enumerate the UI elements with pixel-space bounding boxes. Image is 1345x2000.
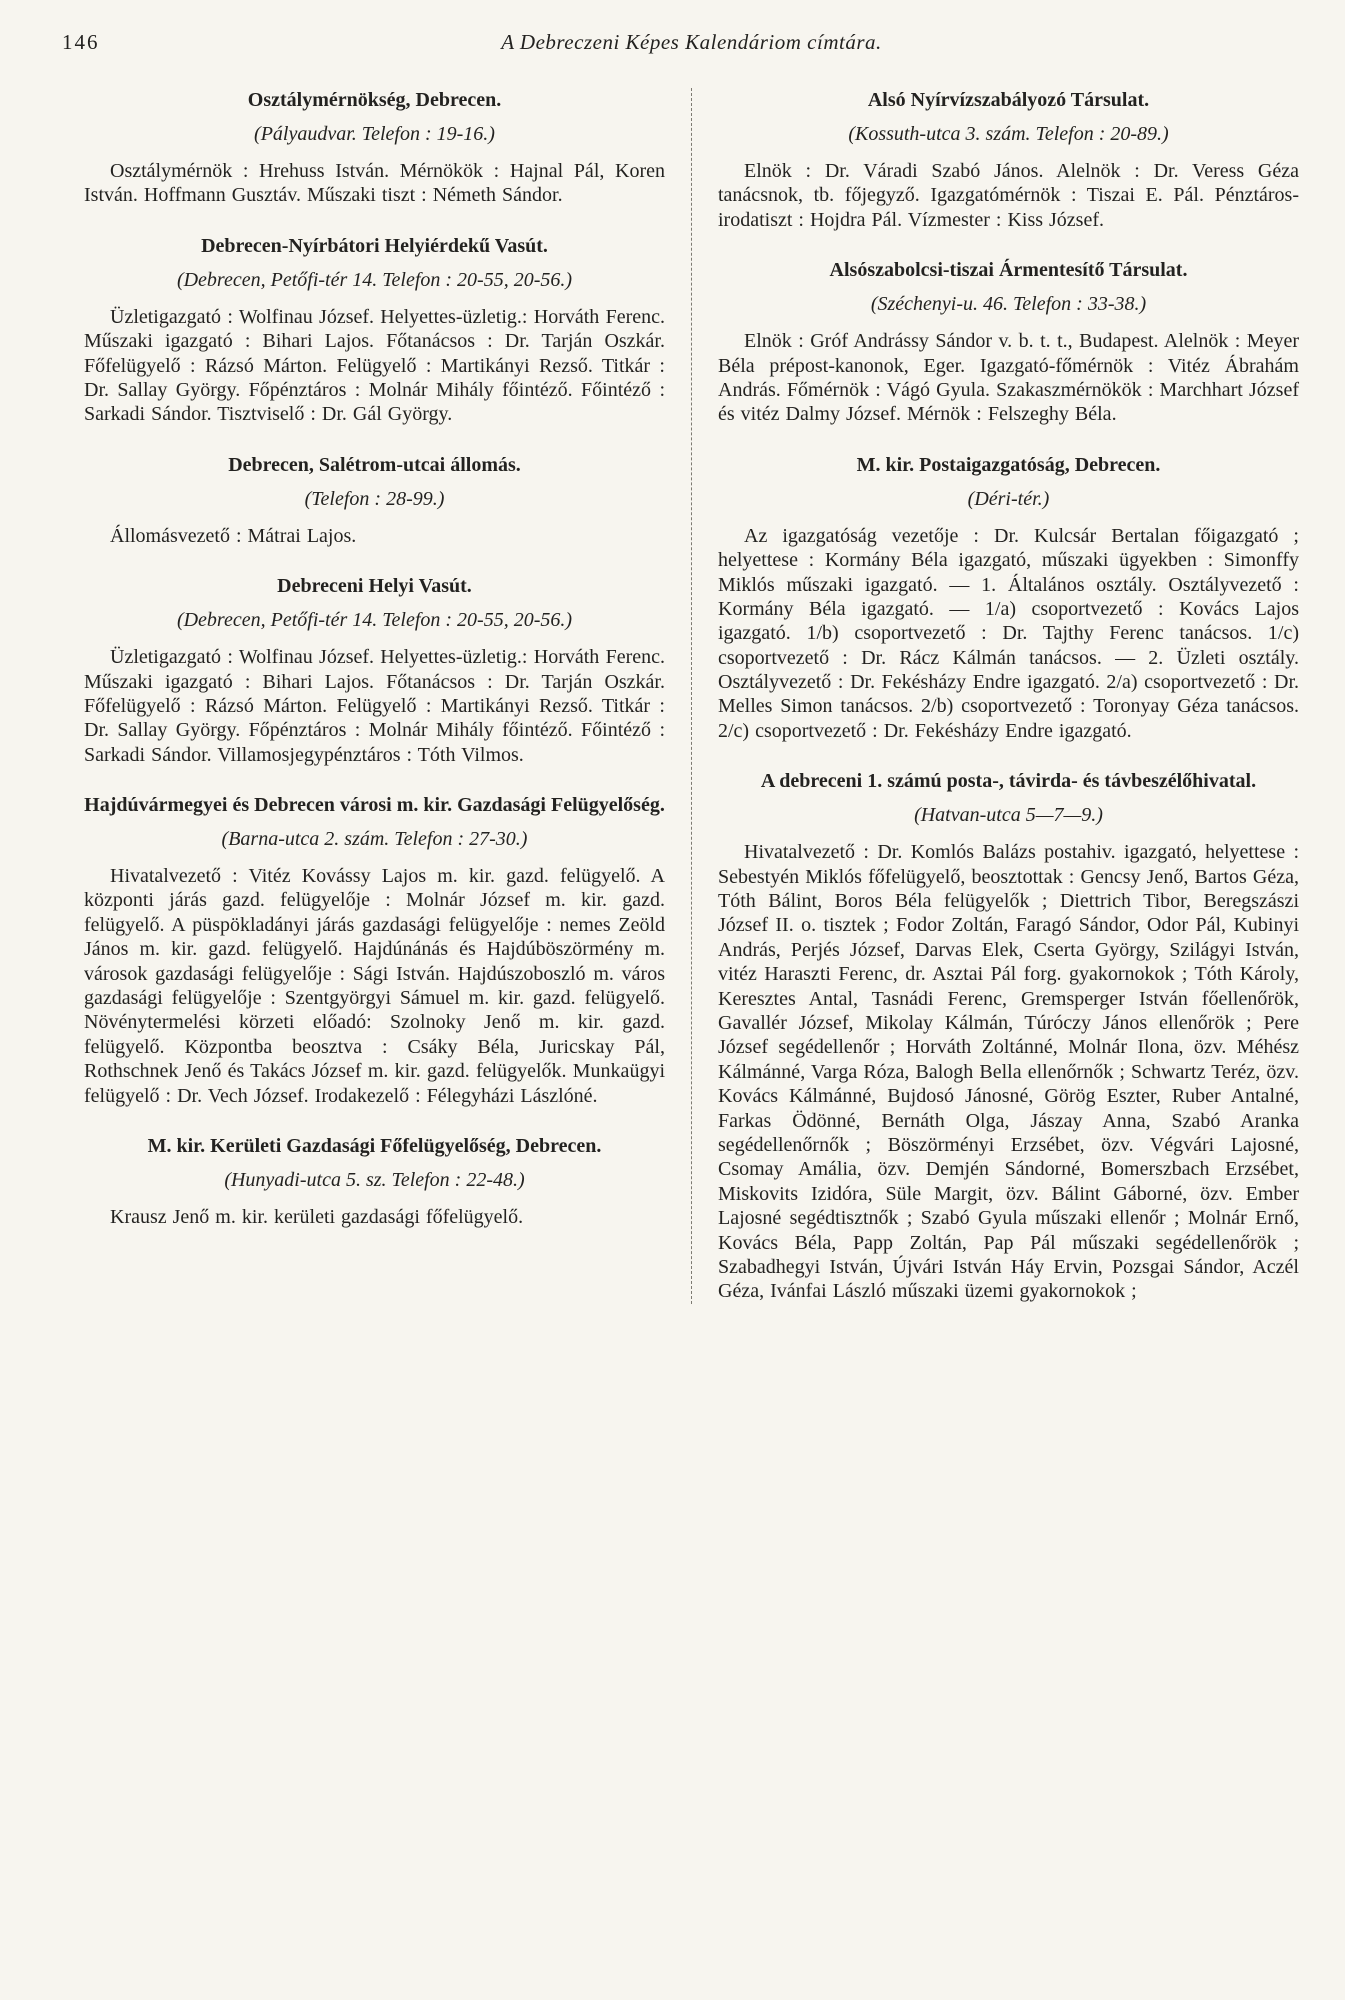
entry-title: M. kir. Postaigazgatóság, Debrecen.: [856, 453, 1161, 476]
directory-entry: [84, 453, 665, 548]
entry-body: Üzletigazgató : Wolfinau József. Helyettes-üzletig.: Horváth Ferenc. Műszaki igazgató : Bihari Lajos. Főtanácsos : Dr. Tarján Oszkár. Főfelügyelő : Rázsó Márton. Felügyelő : Martikányi Rezső. Titkár : Dr. Sallay György. Főpénztáros : Molnár Mihály főintéző. Főintéző : Sarkadi Sándor. Tisztviselő : Dr. Gál György.: [84, 305, 665, 426]
entry-body: Állomásvezető : Mátrai Lajos.: [110, 524, 357, 547]
entry-address: (Hunyadi-utca 5. sz. Telefon : 22-48.): [224, 1168, 525, 1191]
entry-title: Alsószabolcsi-tiszai Ármentesítő Társulat.: [829, 259, 1188, 282]
entry-body: Üzletigazgató : Wolfinau József. Helyettes-üzletig.: Horváth Ferenc. Műszaki igazgató : Bihari Lajos. Főtanácsos : Dr. Tarján Oszkár. Főfelügyelő : Rázsó Márton. Felügyelő : Martikányi Rezső. Titkár : Dr. Sallay György. Főpénztáros : Molnár Mihály főintéző. Főintéző : Sarkadi Sándor. Villamosjegypénztáros : Tóth Vilmos.: [84, 646, 665, 766]
running-title: A Debreczeni Képes Kalendáriom címtára.: [501, 30, 882, 54]
directory-entry: [84, 793, 665, 1108]
entry-address: (Hatvan-utca 5—7—9.): [914, 804, 1103, 827]
entry-body: Hivatalvezető : Dr. Komlós Balázs postahiv. igazgató, helyettese : Sebestyén Miklós főfelügyelő, beosztottak : Gencsy Jenő, Bartos Géza, Tóth Bálint, Boros Béla felügyelők ; Diettrich Tibor, Beregszászi József II. o. tisztek ; Fodor Zoltán, Faragó Sándor, Odor Pál, Kubinyi András, Perjés József, Darvas Elek, Cserta György, Szilágyi István, vitéz Haraszti Ferenc, dr. Asztai Pál forg. gyakornokok ; Tóth Károly, Keresztes Antal, Tasnádi Ferenc, Gremsperger István főellenőrök, Gavallér József, Mikolay Kálmán, Túróczy János ellenőrök ; Pere József segédellenőr ; Horváth Zoltánné, Molnár Ilona, özv. Méhész Kálmánné, Varga Róza, Balogh Bella ellenőrnők ; Schwartz Teréz, özv. Kovács Kálmánné, Bujdosó Jánosné, Görög Eszter, Ruber Antalné, Farkas Ödönné, Bernáth Olga, Jászay Anna, Szabó Aranka segédellenőrnők ; Böszörményi Erzsébet, özv. Végvári Lajosné, Csomay Amália, özv. Demjén Sándorné, Bomerszbach Erzsébet, Miskovits Izidóra, Süle Margit, özv. Bálint Gáborné, özv. Ember Lajosné segédtisztnők ; Szabó Gyula műszaki ellenőr ; Molnár Ernő, Kovács Béla, Papp Zoltán, Pap Pál műszaki segédellenőrök ; Szabadhegyi István, Újvári István Háy Ervin, Pozsgai Sándor, Aczél Géza, Ivánfai László műszaki üzemi gyakornokok ;: [718, 841, 1299, 1303]
entry-body: Hivatalvezető : Vitéz Kovássy Lajos m. kir. gazd. felügyelő. A központi járás gazd. felügyelője : Molnár József m. kir. gazd. felügyelő. A püspökladányi járás gazdasági felügyelője : nemes Zeöld János m. kir. gazd. felügyelő. Hajdúnánás és Hajdúböszörmény m. városok gazdasági felügyelője : Sági István. Hajdúszoboszló m. város gazdasági felügyelője : Szentgyörgyi Sámuel m. kir. gazd. felügyelő. Növénytermelési körzeti előadó: Szolnoky Jenő m. kir. gazd. felügyelő. Központba beosztva : Csáky Béla, Juricskay Pál, Rothschnek Jenő és Takács József m. kir. gazd. felügyelők. Munkaügyi felügyelő : Dr. Vech József. Irodakezelő : Félegyházi Lászlóné.: [84, 865, 665, 1107]
entry-address: (Debrecen, Petőfi-tér 14. Telefon : 20-55, 20-56.): [176, 268, 573, 291]
right-column: [692, 88, 1299, 1304]
entry-title: A debreceni 1. számú posta-, távirda- és távbeszélőhivatal.: [760, 770, 1257, 793]
directory-entry: [718, 258, 1299, 427]
directory-entry: [718, 88, 1299, 232]
directory-entry: [718, 769, 1299, 1303]
page-header: [62, 30, 1299, 62]
directory-entry: [84, 234, 665, 427]
entry-title: Debrecen-Nyírbátori Helyiérdekű Vasút.: [201, 234, 548, 257]
directory-entry: [84, 88, 665, 208]
entry-title: Debrecen, Salétrom-utcai állomás.: [228, 453, 521, 476]
entry-address: (Kossuth-utca 3. szám. Telefon : 20-89.): [848, 123, 1169, 145]
directory-entry: [84, 1134, 665, 1229]
entry-body: Elnök : Dr. Váradi Szabó János. Alelnök : Dr. Veress Géza tanácsnok, tb. főjegyző. Igazgatómérnök : Tiszai E. Pál. Pénztáros-irodatiszt : Hojdra Pál. Vízmester : Kiss József.: [718, 160, 1299, 231]
entry-title: Debreceni Helyi Vasút.: [277, 575, 472, 598]
entry-address: (Barna-utca 2. szám. Telefon : 27-30.): [221, 828, 528, 851]
page-content: [84, 88, 1299, 1304]
directory-entry: [718, 453, 1299, 744]
entry-title: Osztálymérnökség, Debrecen.: [247, 89, 502, 111]
entry-body: Az igazgatóság vezetője : Dr. Kulcsár Bertalan főigazgató ; helyettese : Kormány Béla igazgató, műszaki ügyekben : Simonffy Miklós műszaki igazgató. — 1. Általános osztály. Osztályvezető : Kormány Béla igazgató. — 1/a) csoportvezető : Kovács Lajos igazgató. 1/b) csoportvezető : Dr. Tajthy Ferenc tanácsos. 1/c) csoportvezető : Dr. Rácz Kálmán tanácsos. — 2. Üzleti osztály. Osztályvezető : Dr. Fekésházy Endre igazgató. 2/a) csoportvezető : Dr. Melles Simon tanácsos. 2/b) csoportvezető : Toronyay Géza tanácsos. 2/c) csoportvezető : Dr. Fekésházy Endre igazgató.: [718, 524, 1299, 742]
entry-address: (Debrecen, Petőfi-tér 14. Telefon : 20-55, 20-56.): [176, 609, 573, 632]
entry-title: Alsó Nyírvízszabályozó Társulat.: [867, 89, 1150, 111]
entry-address: (Déri-tér.): [967, 487, 1050, 510]
entry-address: (Telefon : 28-99.): [304, 487, 445, 510]
left-column: [84, 88, 691, 1304]
entry-address: (Széchenyi-u. 46. Telefon : 33-38.): [870, 293, 1147, 316]
entry-address: (Pályaudvar. Telefon : 19-16.): [254, 123, 495, 145]
page-number: 146: [62, 30, 100, 54]
entry-body: Elnök : Gróf Andrássy Sándor v. b. t. t., Budapest. Alelnök : Meyer Béla prépost-kanonok, Eger. Igazgató-főmérnök : Vitéz Ábrahám András. Főmérnök : Vágó Gyula. Szakaszmérnökök : Marchhart József és vitéz Dalmy József. Mérnök : Felszeghy Béla.: [718, 330, 1299, 426]
entry-title: Hajdúvármegyei és Debrecen városi m. kir. Gazdasági Felügyelőség.: [84, 794, 665, 817]
entry-body: Osztálymérnök : Hrehuss István. Mérnökök : Hajnal Pál, Koren István. Hoffmann Gusztáv. Műszaki tiszt : Németh Sándor.: [84, 160, 665, 207]
entry-title: M. kir. Kerületi Gazdasági Főfelügyelőség, Debrecen.: [147, 1134, 602, 1157]
entry-body: Krausz Jenő m. kir. kerületi gazdasági főfelügyelő.: [110, 1205, 524, 1228]
directory-entry: [84, 574, 665, 767]
